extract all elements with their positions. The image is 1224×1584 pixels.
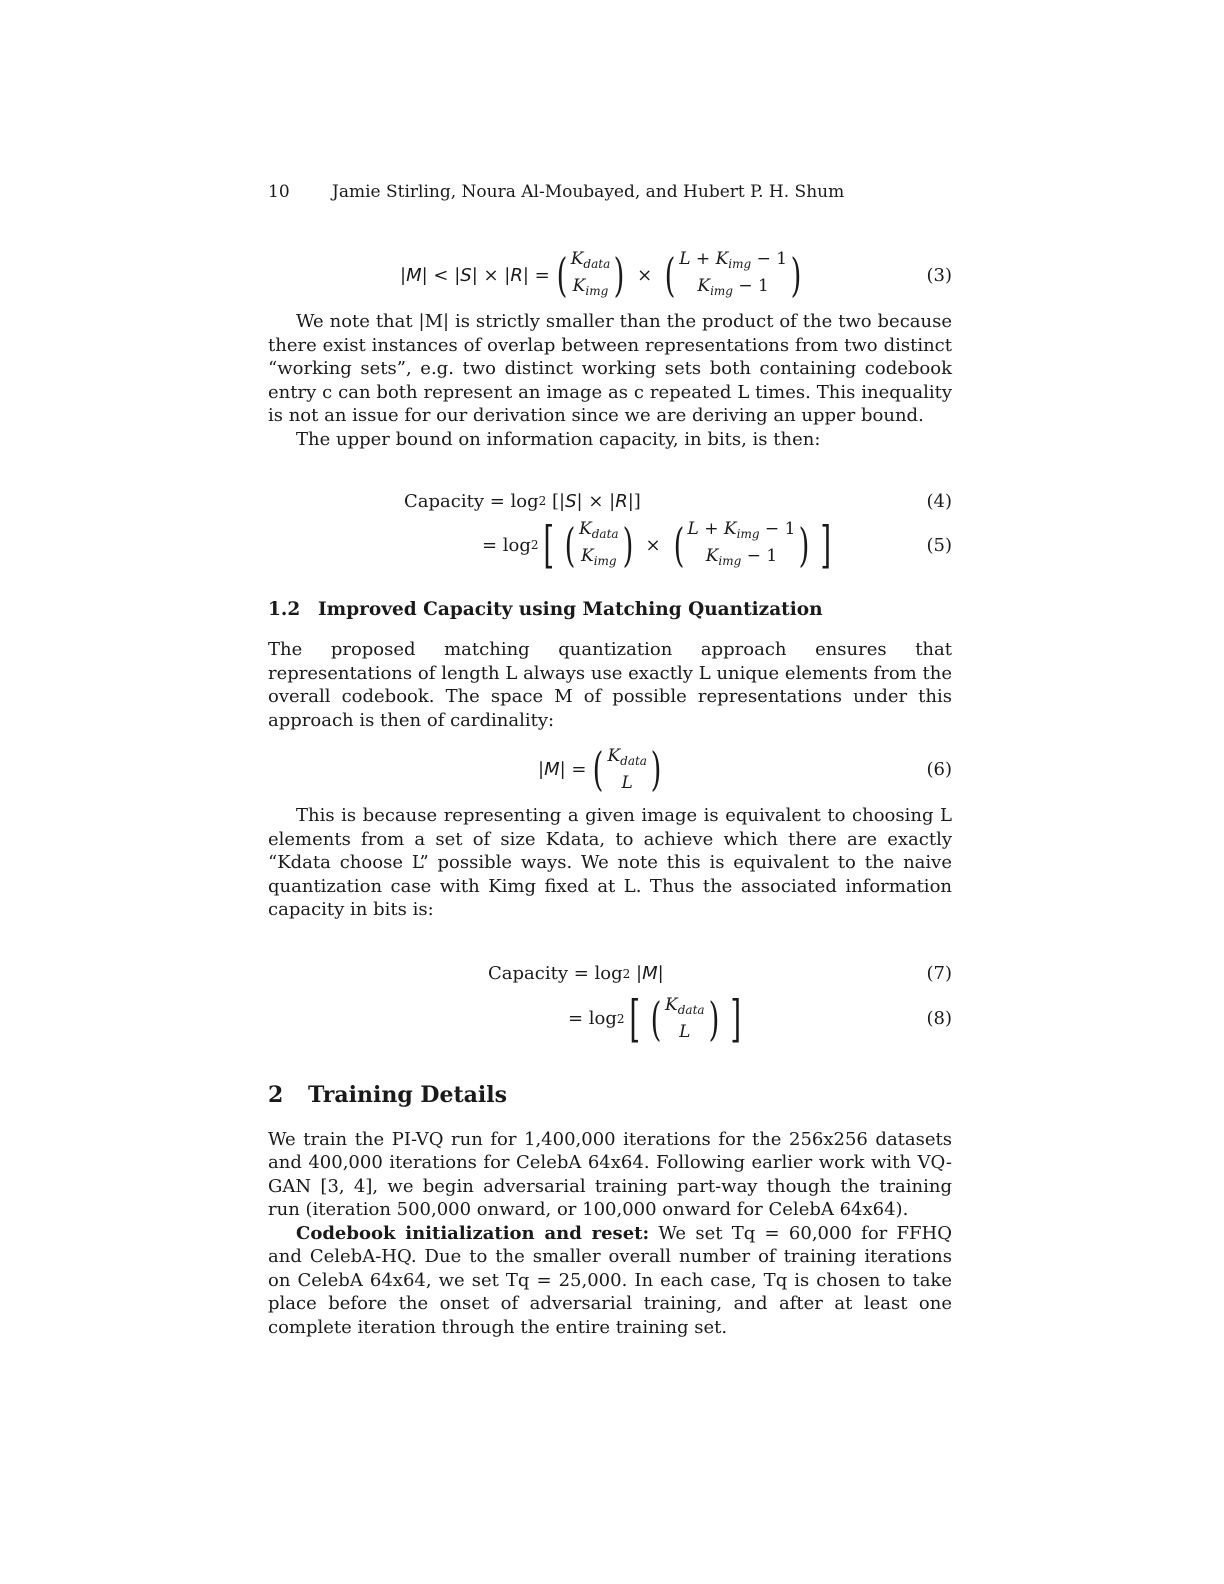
run-in-heading: Codebook initialization and reset: (296, 1222, 650, 1244)
equation-7 (268, 958, 952, 990)
equation-3-body: | M | < | S | × | R | = ( $K_{data}$ $K_{img}$ ) × ( $L + K_{img} - 1$ $K_{img} - 1$ ) (400, 248, 802, 302)
equation-6-body: | M | = ( $K_{data}$ L ) (538, 742, 662, 796)
paragraph-codebook-reset-text: We set Tq = 60,000 for FFHQ and CelebA-HQ. Due to the smaller overall number of training iterations on CelebA 64x64, we set Tq = 25,000. In each case, Tq is chosen to take place before the onset of adversarial training, and after at least one complete iteration through the entire training set. (268, 1222, 952, 1338)
page-number: 10 (268, 182, 290, 202)
capacity-label: Capacity (404, 490, 484, 512)
paragraph-overlap-note: We note that |M| is strictly smaller than the product of the two because there exist instances of overlap between representations from two distinct “working sets”, e.g. two distinct working sets both containing codebook entry c can both represent an image as c repeated L times. This inequality is not an issue for our derivation since we are deriving an upper bound. (268, 311, 952, 426)
subsection-number: 1.2 (268, 599, 301, 620)
subsection-heading (268, 599, 952, 620)
paragraph-matching-quantization: The proposed matching quantization approach ensures that representations of length L always use exactly L unique elements from the overall codebook. The space M of possible representations under this approach is then of cardinality: (268, 639, 952, 731)
equation-number: (7) (926, 963, 952, 984)
equation-number: (5) (926, 534, 952, 556)
equation-8-body: = log 2 [ ( $K_{data}$ L ) ] (568, 989, 741, 1048)
capacity-label: Capacity (488, 963, 568, 984)
equation-7-body: Capacity = log 2 | M | (488, 963, 664, 984)
equation-5-body: = log 2 [ ( $K_{data}$ $K_{img}$ ) × ( $L + K_{img} - 1$ $K_{img} - 1$ ) ] (482, 516, 832, 574)
equation-number: (4) (926, 490, 952, 512)
equation-number: (6) (926, 758, 952, 780)
section-heading (268, 1082, 952, 1108)
subsection-title: Improved Capacity using Matching Quantization (318, 599, 823, 620)
paragraph-codebook-reset (268, 1222, 952, 1340)
paragraph-training-iterations: We train the PI-VQ run for 1,400,000 iterations for the 256x256 datasets and 400,000 iterations for CelebA 64x64. Following earlier work with VQ-GAN [3, 4], we begin adversarial training part-way though the training run (iteration 500,000 onward, or 100,000 onward for CelebA 64x64). (268, 1128, 952, 1220)
equation-5 (268, 517, 952, 573)
equation-number: (8) (926, 1008, 952, 1029)
paper-page (268, 180, 952, 1339)
equation-4-body: Capacity = log 2 [| S | × | R |] (404, 490, 641, 512)
section-title: Training Details (308, 1081, 507, 1108)
equation-8 (268, 990, 952, 1048)
running-head (268, 180, 952, 204)
paragraph-upper-bound-intro: The upper bound on information capacity, in bits, is then: (296, 428, 821, 450)
section-number: 2 (268, 1081, 284, 1108)
paragraph-choose-explanation: This is because representing a given image is equivalent to choosing L elements from a set of size Kdata, to achieve which there are exactly “Kdata choose L” possible ways. We note this is equivalent to the naive quantization case with Kimg fixed at L. Thus the associated information capacity in bits is: (268, 805, 952, 920)
equation-3 (268, 248, 952, 302)
equation-4 (268, 485, 952, 517)
equation-6 (268, 740, 952, 798)
equation-number: (3) (926, 264, 952, 286)
author-list: Jamie Stirling, Noura Al-Moubayed, and Hubert P. H. Shum (332, 182, 845, 202)
